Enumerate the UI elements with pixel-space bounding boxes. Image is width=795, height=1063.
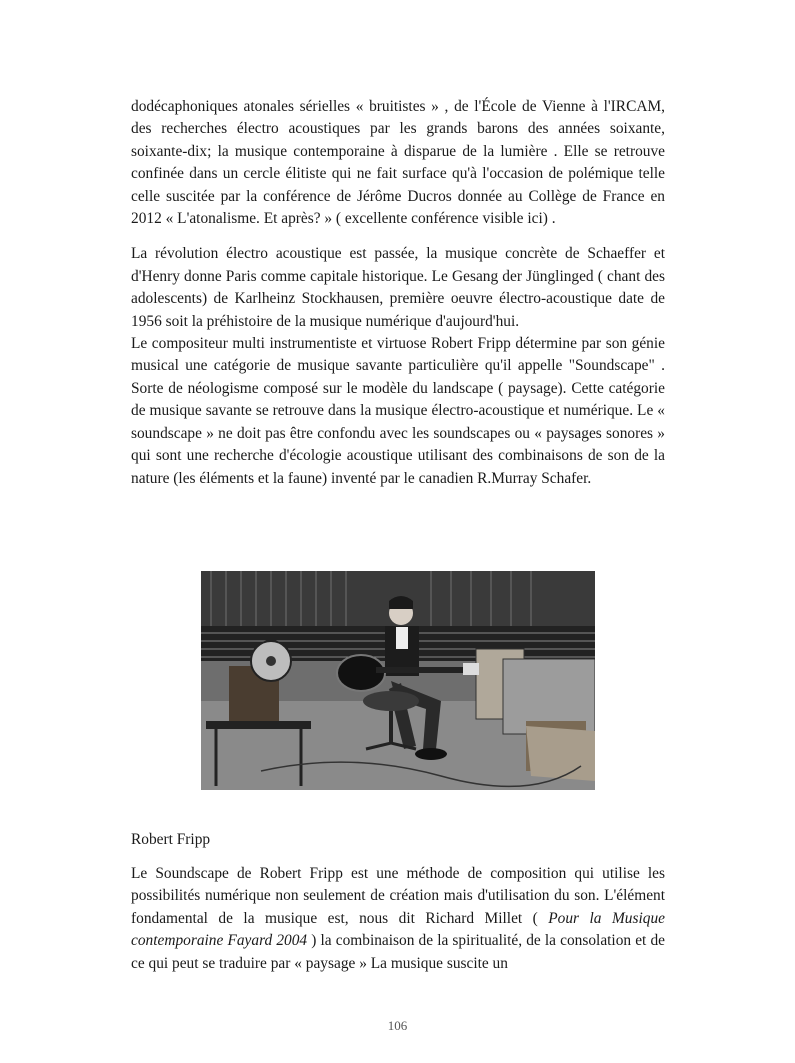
paragraph-1: dodécaphoniques atonales sérielles « bruitistes » , de l'École de Vienne à l'IRCAM, des recherches électro acoustiques par les grands barons des années soixante, soixante-dix; la musique contemporaine à disparue de la lumière . Elle se retrouve confinée dans un cercle élitiste qui ne fait surface qu'à l'occasion de polémique telle celle suscitée par la conférence de Jérôme Ducros donnée au Collège de France en 2012 « L'atonalisme. Et après? » ( excellente conférence visible ici) . bbox=[131, 98, 665, 228]
paragraph-2: La révolution électro acoustique est passée, la musique concrète de Schaeffer et d'Henry donne Paris comme capitale historique. Le Gesang der Jünglinged ( chant des adolescents) de Karlheinz Stockhausen, première oeuvre électro-acoustique date de 1956 soit la préhistoire de la musique numérique d'aujourd'hui. bbox=[131, 245, 665, 330]
photo-caption: Robert Fripp bbox=[131, 831, 211, 848]
paragraph-4-part-a: Le Soundscape de Robert Fripp est une méthode de composition qui utilise les possibilités numérique non seulement de création mais d'utilisation du son. L'élément fondamental de la musique est, nous dit Richard Millet ( bbox=[131, 865, 665, 927]
paragraph-3: Le compositeur multi instrumentiste et virtuose Robert Fripp détermine par son génie musical une catégorie de musique savante particulière qu'il appelle "Soundscape" . Sorte de néologisme composé sur le modèle du landscape ( paysage). Cette catégorie de musique savante se retrouve dans la musique électro-acoustique et numérique. Le « soundscape » ne doit pas être confondu avec les soundscapes ou « paysages sonores » qui sont une recherche d'écologie acoustique utilisant des combinaisons de son de la nature (les éléments et la faune) inventé par le canadien R.Murray Schafer. bbox=[131, 335, 665, 487]
paragraph-4-citation: Pour la Musique contemporaine Fayard 2004 bbox=[131, 909, 665, 950]
page-number: 106 bbox=[387, 1018, 408, 1033]
paragraph-4 bbox=[131, 863, 665, 975]
main-text bbox=[131, 96, 665, 490]
paragraph-4-part-b: ) la combinaison de la spiritualité, de la consolation et de ce qui peut se traduire par « paysage » La musique suscite un bbox=[131, 932, 665, 972]
photo-robert-fripp bbox=[201, 571, 595, 790]
